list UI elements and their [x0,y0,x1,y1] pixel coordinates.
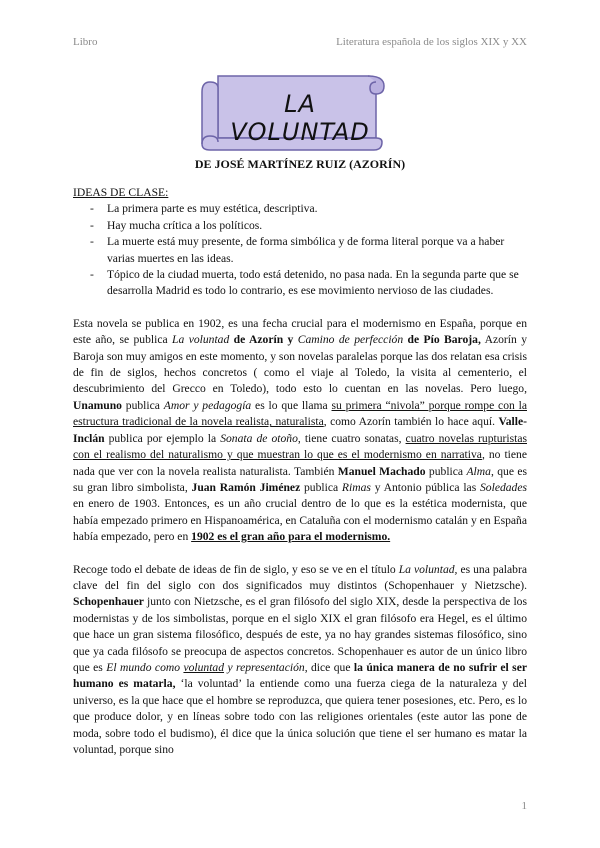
ideas-heading: IDEAS DE CLASE: [73,186,169,199]
list-item: - Hay mucha crítica a los políticos. [73,218,527,234]
header-right-text: Literatura española de los siglos XIX y XX [336,36,527,48]
list-item: - Tópico de la ciudad muerta, todo está detenido, no pasa nada. En la segunda parte que se desarrolla Madrid es todo lo contrario, es ese movimiento nervioso de las ciudades. [73,267,527,300]
ideas-list [73,201,527,299]
paragraph-2: Recoge todo el debate de ideas de fin de siglo, y eso se ve en el título La voluntad, es una palabra clave del fin del siglo con dos significados muy distintos (Schopenhauer y Nietzsche). Schopenhauer junto con Nietzsche, es el gran filósofo del siglo XIX, desde la perspectiva de los modernistas y de los simbolistas, porque en el siglo XIX el gran filósofo era Hegel, es el último que hace un gran sistema filosófico, después de este, ya no hay grandes sistemas filosófico, sino que ya cada filósofo se preocupa de aspectos concretos. Schopenhauer es autor de un único libro que es El mundo como voluntad y representación, dice que la única manera de no sufrir el ser humano es matarla, ‘la voluntad’ la entiende como una fuerza ciega de la naturaleza y del universo, es la que hace que el hombre se reproduzca, que quiera tener posesiones, etc. Pero, es lo que produce dolor, y en líneas sobre todo con las religiones orientales (este autor las pone de moda, sobre todo el budismo), él dice que la única solución que tiene el ser humano es matar la voluntad, porque sino [73,562,527,756]
paragraph-1: Esta novela se publica en 1902, es una fecha crucial para el modernismo en España, porque en este año, se publica La voluntad de Azorín y Camino de perfección de Pío Baroja, Azorín y Baroja son muy amigos en este momento, y son novelas paralelas porque las dos relatan esa crisis de fin de siglos, hechos concretos ( como el viaje al Toledo, la visita al cementerio, el descubrimiento del Grecco en Toledo), todo esto lo cuentan en las novelas. Pero luego, Unamuno publica Amor y pedagogía es lo que llama su primera “nivola” porque rompe con la estructura tradicional de la novela realista, naturalista, como Azorín también lo hace aquí. Valle-Inclán publica por ejemplo la Sonata de otoño, tiene cuatro sonatas, cuatro novelas rupturistas con el realismo del naturalismo y que muestran lo que es el modernismo en narrativa, no tiene nada que ver con la novela realista naturalista. También Manuel Machado publica Alma, que es su gran libro simbolista, Juan Ramón Jiménez publica Rimas y Antonio públicа las Soledades en enero de 1903. Entonces, es un año crucial dentro de lo que es la estética modernista, que había empezado primero en Hispanoamérica, en Cataluña con el modernismo catalán y en España había empezado, pero en 1902 es el gran año para el modernismo. [73,316,528,544]
header-left-text: Libro [73,36,98,48]
page-number: 1 [521,800,527,812]
title-scroll-banner [196,70,392,152]
document-body [73,185,527,758]
scroll-title-text: LA VOLUNTAD [230,90,370,146]
author-subtitle: DE JOSÉ MARTÍNEZ RUIZ (AZORÍN) [194,157,406,171]
list-item: - La primera parte es muy estética, descriptiva. [73,201,527,217]
list-item: - La muerte está muy presente, de forma simbólica y de forma literal porque va a haber varias muertes en las ideas. [73,234,527,267]
